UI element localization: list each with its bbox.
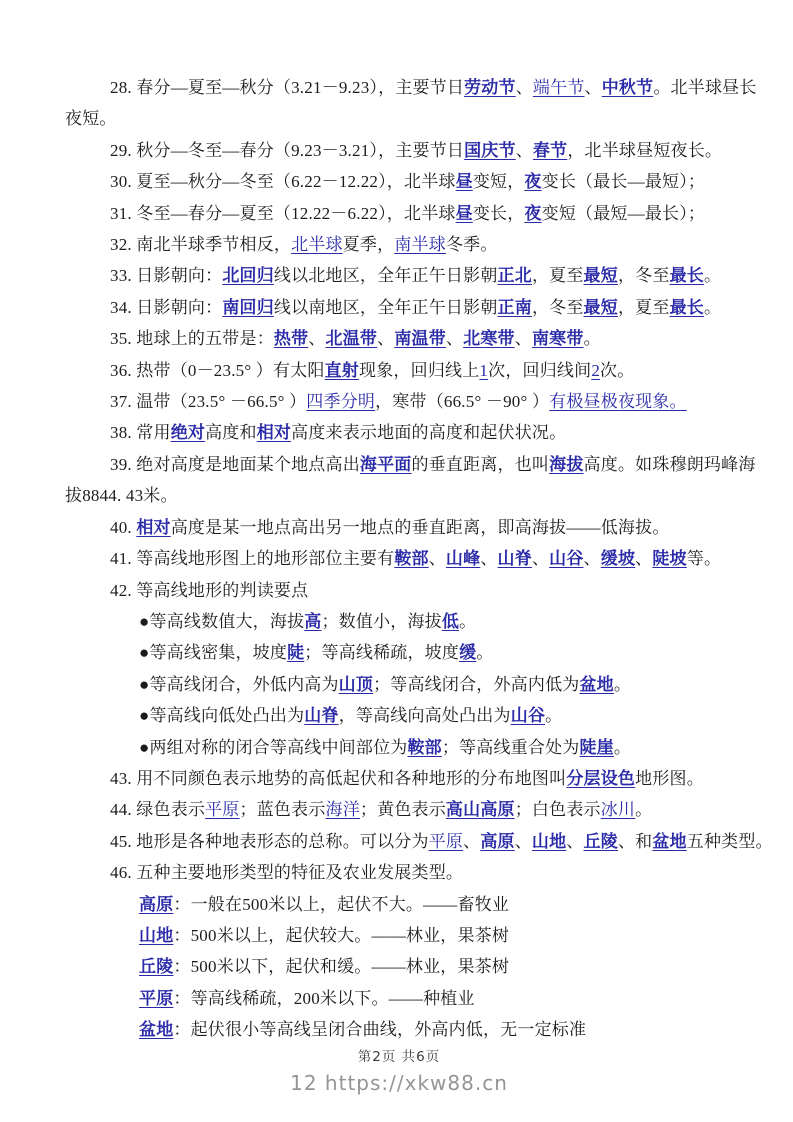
doc-text: 、 bbox=[584, 78, 602, 97]
doc-text: 高度来表示地面的高度和起伏状况。 bbox=[291, 423, 567, 443]
key-term: 北寒带 bbox=[463, 329, 515, 349]
doc-text: 、 bbox=[583, 549, 601, 569]
key-term: 1 bbox=[479, 360, 489, 380]
key-term: 南寒带 bbox=[531, 329, 584, 349]
key-term: 鞍部 bbox=[394, 549, 429, 569]
key-term: 劳动节 bbox=[464, 78, 516, 97]
doc-text: 。北半球昼长 bbox=[653, 78, 757, 97]
doc-line bbox=[65, 700, 733, 731]
doc-text: 变长， bbox=[472, 203, 525, 223]
doc-text: 、 bbox=[515, 140, 533, 160]
doc-text: 夏季， bbox=[342, 235, 395, 255]
doc-text: ●等高线闭合，外低内高为 bbox=[139, 674, 339, 694]
doc-text: ●两组对称的闭合等高线中间部位为 bbox=[139, 737, 408, 757]
doc-text: 33. 日影朝向： bbox=[110, 266, 223, 286]
doc-text: 高度是某一地点高出另一地点的垂直距离，即高海拔——低海拔。 bbox=[170, 517, 670, 537]
doc-text: 五种类型。 bbox=[686, 831, 773, 851]
doc-text: 38. 常用 bbox=[110, 423, 171, 443]
doc-text: 。 bbox=[613, 737, 632, 757]
key-term: 山峰 bbox=[445, 549, 481, 569]
doc-text: ；等高线闭合，外高内低为 bbox=[373, 674, 580, 694]
doc-text: 39. 绝对高度是地面某个地点高出 bbox=[110, 454, 360, 474]
key-term: 陡坡 bbox=[652, 549, 687, 569]
doc-text: 高度和 bbox=[205, 423, 257, 443]
doc-text: 、 bbox=[566, 831, 584, 851]
doc-text: 地形图。 bbox=[635, 768, 704, 788]
doc-text: 42. 等高线地形的判读要点 bbox=[110, 580, 309, 600]
doc-text: 43. 用不同颜色表示地势的高低起伏和各种地形的分布地图叫 bbox=[110, 768, 567, 788]
key-term: 夜 bbox=[524, 172, 542, 192]
doc-text: 、 bbox=[428, 549, 446, 569]
key-term: 低 bbox=[441, 611, 460, 631]
doc-text: 、 bbox=[514, 831, 532, 851]
key-term: 陡 bbox=[287, 643, 305, 663]
key-term: 北温带 bbox=[325, 329, 378, 349]
key-term: 山脊 bbox=[497, 549, 532, 569]
doc-text: 35. 地球上的五带是： bbox=[110, 329, 274, 349]
key-term: 平原 bbox=[428, 831, 464, 851]
key-term: 山脊 bbox=[304, 706, 339, 726]
key-term: 中秋节 bbox=[601, 78, 654, 97]
key-term: 平原 bbox=[139, 988, 174, 1008]
key-term: 南回归 bbox=[222, 297, 274, 317]
document-body bbox=[65, 72, 773, 1046]
doc-text: 。 bbox=[583, 329, 601, 349]
doc-text: 。 bbox=[703, 266, 722, 286]
key-term: 高原 bbox=[139, 894, 174, 914]
doc-text: 线以北地区，全年正午日影朝 bbox=[273, 266, 498, 286]
doc-line bbox=[65, 260, 733, 291]
doc-text: 拔8844. 43米。 bbox=[65, 486, 178, 506]
key-term: 最长 bbox=[669, 297, 704, 317]
key-term: 有极昼极夜现象。 bbox=[549, 392, 687, 412]
doc-line bbox=[65, 72, 757, 103]
doc-text: ；数值小，海拔 bbox=[321, 611, 442, 631]
doc-text: 夜短。 bbox=[65, 109, 117, 129]
doc-text: 。 bbox=[459, 611, 477, 631]
key-term: 高 bbox=[304, 611, 322, 631]
doc-line bbox=[65, 543, 733, 574]
doc-text: 41. 等高线地形图上的地形部位主要有 bbox=[110, 549, 395, 569]
doc-text: 。 bbox=[476, 643, 494, 663]
key-term: 正南 bbox=[497, 297, 532, 317]
doc-line bbox=[65, 857, 733, 888]
doc-text: ；蓝色表示 bbox=[239, 800, 326, 820]
doc-line bbox=[65, 606, 733, 637]
doc-text: 34. 日影朝向： bbox=[110, 297, 223, 317]
key-term: 冰川 bbox=[600, 800, 636, 820]
doc-line bbox=[65, 732, 733, 763]
doc-line bbox=[65, 386, 733, 417]
doc-line bbox=[65, 480, 733, 511]
doc-text: 37. 温带（23.5° －66.5° ） bbox=[110, 392, 307, 412]
key-term: 缓坡 bbox=[600, 549, 636, 569]
doc-line bbox=[65, 166, 733, 197]
doc-line bbox=[65, 449, 756, 480]
key-term: 南半球 bbox=[394, 235, 446, 255]
doc-text: ：500米以下，起伏和缓。——林业，果茶树 bbox=[173, 957, 510, 977]
key-term: 最短 bbox=[583, 266, 618, 286]
key-term: 鞍部 bbox=[407, 737, 442, 757]
page-number-info: 第2页 共6页 bbox=[357, 1048, 441, 1065]
key-term: 南温带 bbox=[394, 329, 446, 349]
doc-line bbox=[65, 323, 733, 354]
doc-text: 变短， bbox=[472, 172, 525, 192]
doc-line bbox=[65, 889, 733, 920]
doc-text: 、和 bbox=[617, 831, 653, 851]
key-term: 最长 bbox=[669, 266, 704, 286]
doc-line bbox=[65, 198, 733, 229]
doc-line bbox=[65, 292, 733, 323]
doc-text: 40. bbox=[110, 517, 137, 537]
key-term: 正北 bbox=[497, 266, 532, 286]
key-term: 北回归 bbox=[222, 266, 274, 286]
doc-text: ●等高线向低处凸出为 bbox=[139, 706, 305, 726]
doc-text: ：起伏很小等高线呈闭合曲线，外高内低，无一定标准 bbox=[173, 1020, 587, 1040]
doc-text: 44. 绿色表示 bbox=[110, 800, 206, 820]
doc-text: 、 bbox=[635, 549, 653, 569]
doc-line bbox=[65, 637, 733, 668]
key-term: 山地 bbox=[139, 925, 174, 945]
key-term: 盆地 bbox=[652, 831, 687, 851]
doc-line bbox=[65, 575, 733, 606]
doc-line bbox=[65, 417, 733, 448]
key-term: 相对 bbox=[136, 517, 171, 537]
doc-text: 的垂直距离，也叫 bbox=[411, 454, 550, 474]
doc-text: ；等高线稀疏，坡度 bbox=[304, 643, 460, 663]
doc-text: 、 bbox=[463, 831, 481, 851]
doc-text: 冬季。 bbox=[445, 235, 498, 255]
doc-text: 。 bbox=[545, 706, 563, 726]
key-term: 丘陵 bbox=[583, 831, 618, 851]
key-term: 盆地 bbox=[139, 1020, 174, 1040]
key-term: 相对 bbox=[256, 423, 292, 443]
key-term: 海平面 bbox=[359, 454, 412, 474]
doc-line bbox=[65, 135, 733, 166]
doc-text: ●等高线数值大，海拔 bbox=[139, 611, 305, 631]
key-term: 国庆节 bbox=[464, 140, 516, 160]
doc-text: 29. 秋分—冬至—春分（9.23－3.21），主要节日 bbox=[110, 140, 465, 160]
doc-text: 高度。如珠穆朗玛峰海 bbox=[583, 454, 756, 474]
doc-text: ，冬至 bbox=[617, 266, 670, 286]
doc-line bbox=[65, 951, 733, 982]
key-term: 2 bbox=[591, 360, 601, 380]
doc-line bbox=[65, 669, 733, 700]
doc-line bbox=[65, 794, 733, 825]
key-term: 缓 bbox=[459, 643, 477, 663]
doc-line bbox=[65, 983, 733, 1014]
key-term: 山谷 bbox=[549, 549, 584, 569]
key-term: 北半球 bbox=[291, 235, 343, 255]
key-term: 高原 bbox=[480, 831, 515, 851]
doc-text: 、 bbox=[377, 329, 395, 349]
key-term: 端午节 bbox=[532, 78, 585, 97]
doc-text: 次，回归线间 bbox=[488, 360, 592, 380]
doc-text: ●等高线密集，坡度 bbox=[139, 643, 288, 663]
doc-text: 31. 冬至—春分—夏至（12.22－6.22），北半球 bbox=[110, 203, 456, 223]
doc-text: ，夏至 bbox=[617, 297, 670, 317]
doc-text: ；黄色表示 bbox=[359, 800, 446, 820]
doc-text: ，冬至 bbox=[531, 297, 584, 317]
key-term: 高山高原 bbox=[445, 800, 515, 820]
key-term: 海拔 bbox=[549, 454, 584, 474]
key-term: 昼 bbox=[455, 203, 473, 223]
key-term: 山地 bbox=[531, 831, 567, 851]
key-term: 分层设色 bbox=[566, 768, 636, 788]
doc-text: 30. 夏至—秋分—冬至（6.22－12.22），北半球 bbox=[110, 172, 456, 192]
key-term: 绝对 bbox=[170, 423, 206, 443]
doc-text: ；等高线重合处为 bbox=[441, 737, 580, 757]
doc-text: ，北半球昼短夜长。 bbox=[567, 140, 723, 160]
key-term: 山顶 bbox=[338, 674, 374, 694]
doc-text: 、 bbox=[480, 549, 498, 569]
key-term: 热带 bbox=[273, 329, 309, 349]
doc-text: 现象，回归线上 bbox=[359, 360, 480, 380]
doc-text: 。 bbox=[703, 297, 722, 317]
doc-text: ：一般在500米以上，起伏不大。——畜牧业 bbox=[173, 894, 510, 914]
doc-text: 、 bbox=[515, 78, 533, 97]
doc-line bbox=[65, 355, 733, 386]
doc-line bbox=[65, 1014, 733, 1045]
doc-line bbox=[65, 763, 733, 794]
key-term: 山谷 bbox=[510, 706, 546, 726]
key-term: 昼 bbox=[455, 172, 473, 192]
key-term: 夜 bbox=[524, 203, 542, 223]
key-term: 盆地 bbox=[579, 674, 614, 694]
doc-text: 36. 热带（0－23.5° ）有太阳 bbox=[110, 360, 325, 380]
doc-text: 32. 南北半球季节相反， bbox=[110, 235, 292, 255]
doc-text: 线以南地区，全年正午日影朝 bbox=[273, 297, 498, 317]
doc-text: 变长（最长—最短）； bbox=[541, 172, 706, 192]
doc-text: 、 bbox=[308, 329, 326, 349]
doc-text: 、 bbox=[531, 549, 550, 569]
key-term: 直射 bbox=[324, 360, 360, 380]
doc-line bbox=[65, 229, 733, 260]
doc-line bbox=[65, 920, 733, 951]
doc-line bbox=[65, 826, 773, 857]
doc-text: 等。 bbox=[686, 549, 722, 569]
doc-text: ；白色表示 bbox=[514, 800, 601, 820]
key-term: 平原 bbox=[205, 800, 240, 820]
key-term: 四季分明 bbox=[306, 392, 376, 412]
doc-text: 、 bbox=[445, 329, 464, 349]
page-footer bbox=[65, 1048, 733, 1095]
doc-text: 。 bbox=[635, 800, 653, 820]
doc-line bbox=[65, 512, 733, 543]
doc-text: ：等高线稀疏，200米以下。——种植业 bbox=[173, 988, 475, 1008]
doc-text: 45. 地形是各种地表形态的总称。可以分为 bbox=[110, 831, 429, 851]
doc-text: ，夏至 bbox=[531, 266, 584, 286]
footer-url: 12 https://xkw88.cn bbox=[290, 1070, 508, 1095]
doc-text: ：500米以上，起伏较大。——林业，果茶树 bbox=[173, 925, 510, 945]
doc-line bbox=[65, 103, 733, 134]
doc-text: 。 bbox=[613, 674, 632, 694]
doc-text: 、 bbox=[514, 329, 532, 349]
doc-text: 28. 春分—夏至—秋分（3.21－9.23），主要节日 bbox=[110, 78, 465, 97]
doc-text: ，寒带（66.5° －90° ） bbox=[375, 392, 550, 412]
doc-text: ，等高线向高处凸出为 bbox=[338, 706, 511, 726]
doc-text: 变短（最短—最长）； bbox=[541, 203, 706, 223]
key-term: 春节 bbox=[532, 140, 568, 160]
key-term: 陡崖 bbox=[579, 737, 614, 757]
key-term: 丘陵 bbox=[139, 957, 174, 977]
doc-text: 46. 五种主要地形类型的特征及农业发展类型。 bbox=[110, 863, 464, 883]
doc-text: 次。 bbox=[600, 360, 635, 380]
key-term: 海洋 bbox=[325, 800, 360, 820]
key-term: 最短 bbox=[583, 297, 618, 317]
